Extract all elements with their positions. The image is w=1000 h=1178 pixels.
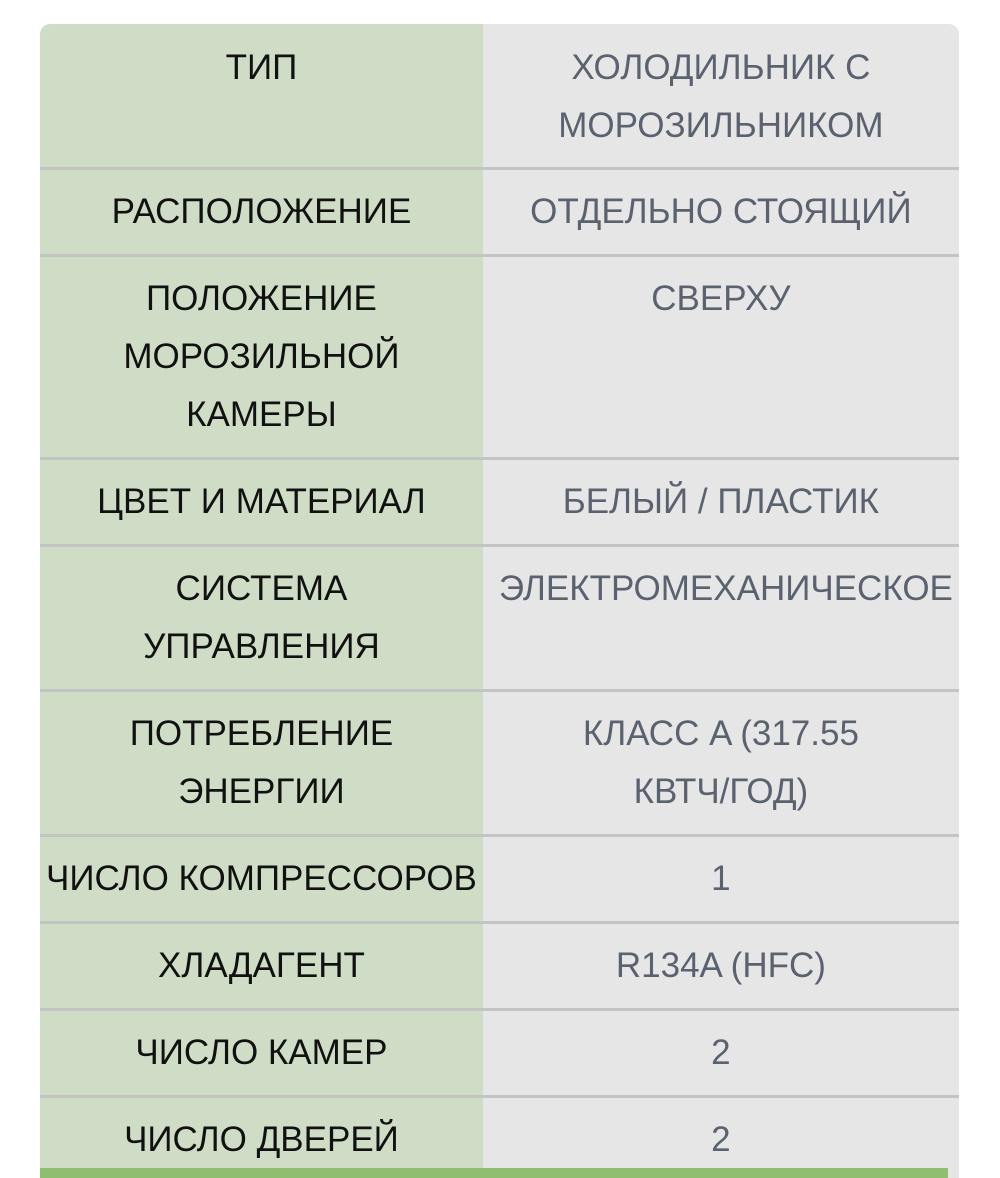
spec-row-energy-consumption bbox=[40, 691, 959, 836]
spec-label: ПОТРЕБЛЕНИЕ ЭНЕРГИИ bbox=[40, 691, 483, 836]
specifications-table bbox=[40, 24, 959, 1178]
spec-value: ЭЛЕКТРОМЕХАНИЧЕСКОЕ bbox=[483, 546, 959, 691]
spec-value: ХОЛОДИЛЬНИК С МОРОЗИЛЬНИКОМ bbox=[483, 24, 959, 169]
spec-row-compressors bbox=[40, 836, 959, 923]
spec-row-doors bbox=[40, 1097, 959, 1178]
spec-row-freezer-position bbox=[40, 256, 959, 459]
spec-label: ТИП bbox=[40, 24, 483, 169]
spec-value: ОТДЕЛЬНО СТОЯЩИЙ bbox=[483, 169, 959, 256]
spec-label: СИСТЕМА УПРАВЛЕНИЯ bbox=[40, 546, 483, 691]
spec-row-chambers bbox=[40, 1010, 959, 1097]
spec-value: БЕЛЫЙ / ПЛАСТИК bbox=[483, 459, 959, 546]
spec-value: КЛАСС A (317.55 КВТЧ/ГОД) bbox=[483, 691, 959, 836]
spec-label: ЦВЕТ И МАТЕРИАЛ bbox=[40, 459, 483, 546]
spec-row-placement bbox=[40, 169, 959, 256]
spec-row-color-material bbox=[40, 459, 959, 546]
spec-value: 2 bbox=[483, 1097, 959, 1178]
spec-value: 2 bbox=[483, 1010, 959, 1097]
spec-label: РАСПОЛОЖЕНИЕ bbox=[40, 169, 483, 256]
spec-label: ЧИСЛО КАМЕР bbox=[40, 1010, 483, 1097]
spec-row-control-system bbox=[40, 546, 959, 691]
spec-value: 1 bbox=[483, 836, 959, 923]
spec-value: СВЕРХУ bbox=[483, 256, 959, 459]
spec-label: ХЛАДАГЕНТ bbox=[40, 923, 483, 1010]
spec-row-type bbox=[40, 24, 959, 169]
spec-row-refrigerant bbox=[40, 923, 959, 1010]
spec-label: ЧИСЛО КОМПРЕССОРОВ bbox=[40, 836, 483, 923]
spec-label: ПОЛОЖЕНИЕ МОРОЗИЛЬНОЙ КАМЕРЫ bbox=[40, 256, 483, 459]
spec-value: R134A (HFC) bbox=[483, 923, 959, 1010]
table-bottom-accent-bar bbox=[40, 1168, 948, 1178]
spec-label: ЧИСЛО ДВЕРЕЙ bbox=[40, 1097, 483, 1178]
